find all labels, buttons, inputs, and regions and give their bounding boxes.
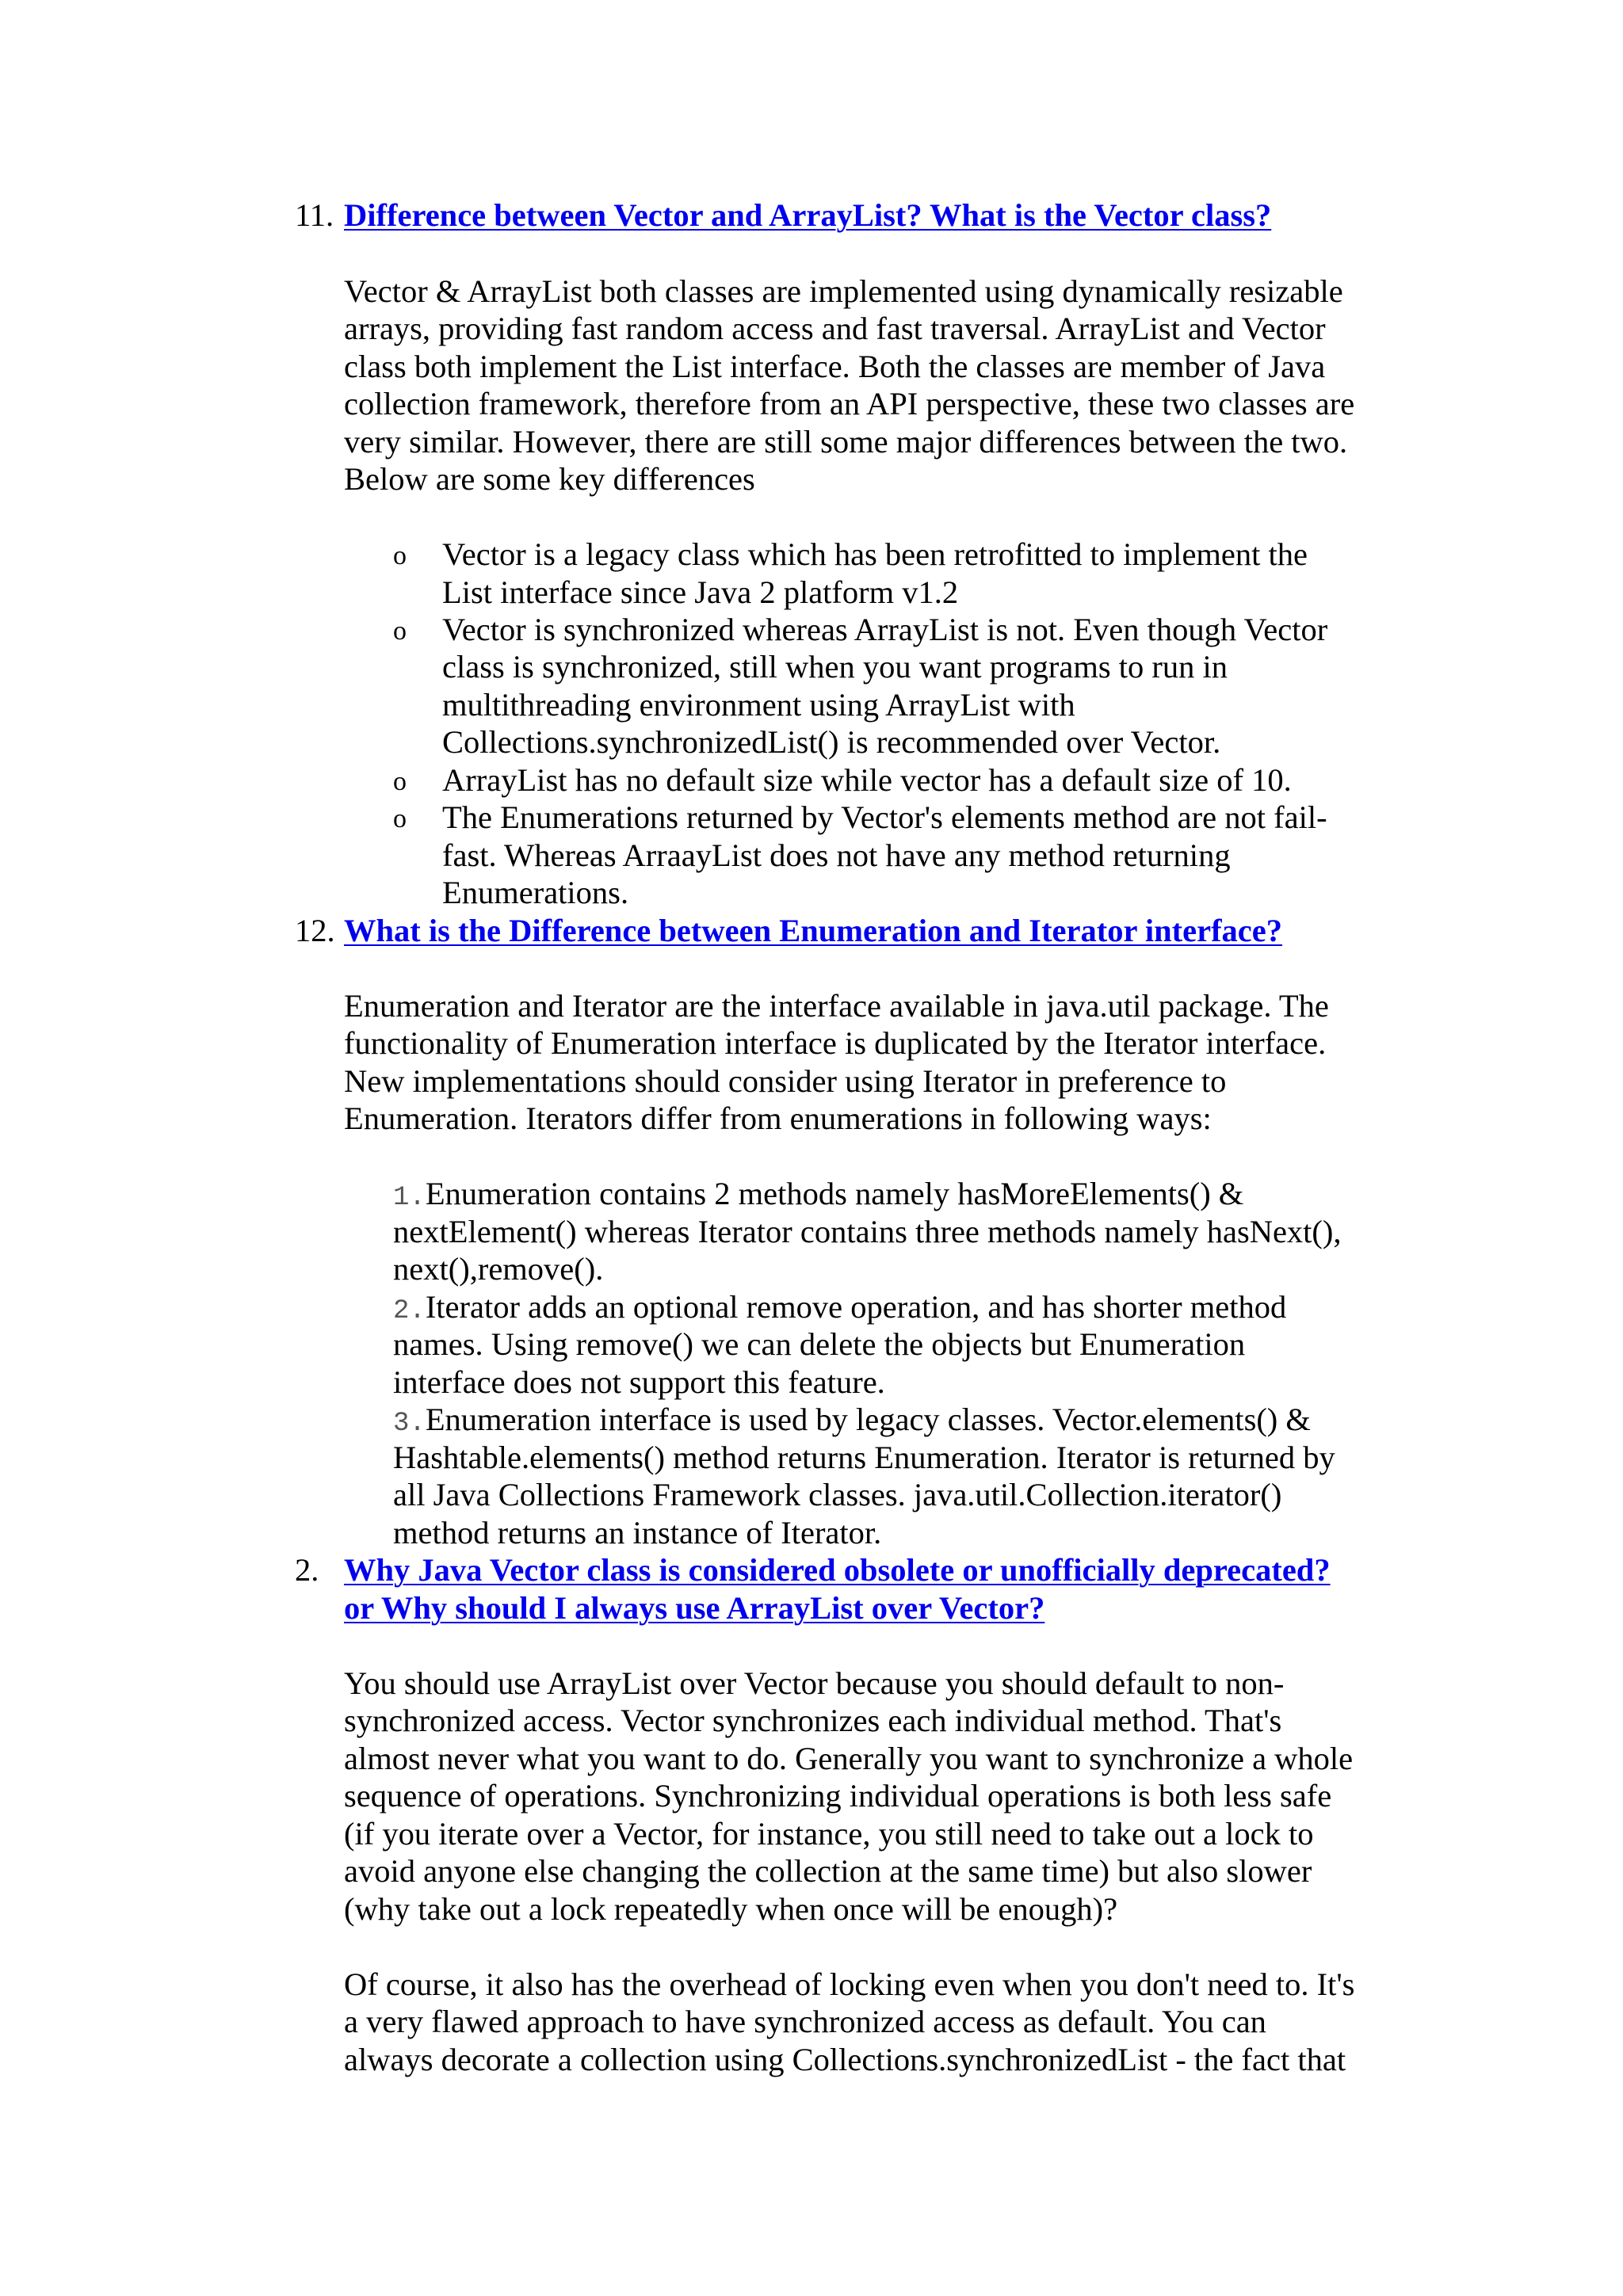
paragraph-line: Enumeration and Iterator are the interface available in java.util package. The bbox=[344, 988, 1329, 1024]
question-link-vector-obsolete[interactable]: Why Java Vector class is considered obsolete or unofficially deprecated? bbox=[344, 1552, 1331, 1588]
bullet-line: ArrayList has no default size while vector has a default size of 10. bbox=[442, 762, 1292, 798]
bullet-line: class is synchronized, still when you want programs to run in bbox=[442, 649, 1228, 685]
question-link-vector-vs-arraylist[interactable]: Difference between Vector and ArrayList? What is the Vector class? bbox=[344, 197, 1272, 233]
paragraph-line: sequence of operations. Synchronizing individual operations is both less safe bbox=[344, 1778, 1332, 1814]
item-text: Enumeration contains 2 methods namely hasMoreElements() & bbox=[425, 1176, 1244, 1211]
bullet-line: fast. Whereas ArraayList does not have any method returning bbox=[442, 837, 1231, 873]
paragraph-line: always decorate a collection using Collections.synchronizedList - the fact that bbox=[344, 2042, 1346, 2077]
paragraph-line: Vector & ArrayList both classes are implemented using dynamically resizable bbox=[344, 273, 1343, 309]
numbered-item-line: Hashtable.elements() method returns Enumeration. Iterator is returned by bbox=[393, 1440, 1335, 1475]
question-number: 2. bbox=[295, 1552, 319, 1588]
item-marker: 3. bbox=[393, 1409, 426, 1439]
item-marker: 2. bbox=[393, 1296, 426, 1326]
paragraph-line: (why take out a lock repeatedly when once will be enough)? bbox=[344, 1891, 1118, 1927]
paragraph-line: a very flawed approach to have synchronized access as default. You can bbox=[344, 2004, 1266, 2039]
numbered-item-line: method returns an instance of Iterator. bbox=[393, 1515, 882, 1550]
numbered-item-line: interface does not support this feature. bbox=[393, 1364, 885, 1400]
numbered-item-line: all Java Collections Framework classes. java.util.Collection.iterator() bbox=[393, 1477, 1282, 1512]
bullet-marker: o bbox=[393, 767, 407, 796]
question-number: 11. bbox=[295, 197, 334, 233]
numbered-item-line bbox=[393, 1175, 1243, 1218]
bullet-line: List interface since Java 2 platform v1.2 bbox=[442, 574, 959, 610]
numbered-item-line: next(),remove(). bbox=[393, 1251, 604, 1287]
question-link-vector-obsolete[interactable]: or Why should I always use ArrayList over Vector? bbox=[344, 1590, 1045, 1626]
paragraph-line: arrays, providing fast random access and fast traversal. ArrayList and Vector bbox=[344, 311, 1326, 346]
paragraph-line: (if you iterate over a Vector, for instance, you still need to take out a lock to bbox=[344, 1816, 1314, 1852]
bullet-marker: o bbox=[393, 541, 407, 570]
paragraph-line: New implementations should consider using Iterator in preference to bbox=[344, 1063, 1227, 1099]
question-number: 12. bbox=[295, 913, 335, 948]
bullet-line: Vector is synchronized whereas ArrayList is not. Even though Vector bbox=[442, 612, 1328, 647]
numbered-item-line bbox=[393, 1288, 1286, 1331]
paragraph-line: synchronized access. Vector synchronizes each individual method. That's bbox=[344, 1703, 1282, 1738]
item-marker: 1. bbox=[393, 1183, 426, 1213]
bullet-line: Vector is a legacy class which has been retrofitted to implement the bbox=[442, 536, 1308, 572]
bullet-line: Collections.synchronizedList() is recommended over Vector. bbox=[442, 724, 1221, 760]
bullet-line: multithreading environment using ArrayList with bbox=[442, 687, 1075, 723]
paragraph-line: Below are some key differences bbox=[344, 461, 755, 497]
paragraph-line: Enumeration. Iterators differ from enumerations in following ways: bbox=[344, 1100, 1212, 1136]
numbered-item-line: nextElement() whereas Iterator contains three methods namely hasNext(), bbox=[393, 1214, 1342, 1249]
bullet-marker: o bbox=[393, 804, 407, 833]
bullet-line: The Enumerations returned by Vector's elements method are not fail- bbox=[442, 799, 1327, 835]
bullet-line: Enumerations. bbox=[442, 875, 629, 910]
paragraph-line: collection framework, therefore from an API perspective, these two classes are bbox=[344, 386, 1355, 421]
bullet-marker: o bbox=[393, 616, 407, 646]
paragraph-line: functionality of Enumeration interface is duplicated by the Iterator interface. bbox=[344, 1025, 1327, 1061]
paragraph-line: very similar. However, there are still some major differences between the two. bbox=[344, 424, 1348, 460]
paragraph-line: avoid anyone else changing the collection at the same time) but also slower bbox=[344, 1853, 1312, 1889]
paragraph-line: Of course, it also has the overhead of locking even when you don't need to. It's bbox=[344, 1966, 1355, 2002]
paragraph-line: almost never what you want to do. Generally you want to synchronize a whole bbox=[344, 1741, 1354, 1776]
item-text: Iterator adds an optional remove operation, and has shorter method bbox=[425, 1289, 1287, 1325]
question-link-enumeration-vs-iterator[interactable]: What is the Difference between Enumeration and Iterator interface? bbox=[344, 913, 1283, 948]
paragraph-line: class both implement the List interface. Both the classes are member of Java bbox=[344, 349, 1326, 384]
numbered-item-line bbox=[393, 1401, 1311, 1444]
numbered-item-line: names. Using remove() we can delete the objects but Enumeration bbox=[393, 1326, 1246, 1362]
item-text: Enumeration interface is used by legacy classes. Vector.elements() & bbox=[425, 1402, 1311, 1437]
paragraph-line: You should use ArrayList over Vector because you should default to non- bbox=[344, 1665, 1285, 1701]
